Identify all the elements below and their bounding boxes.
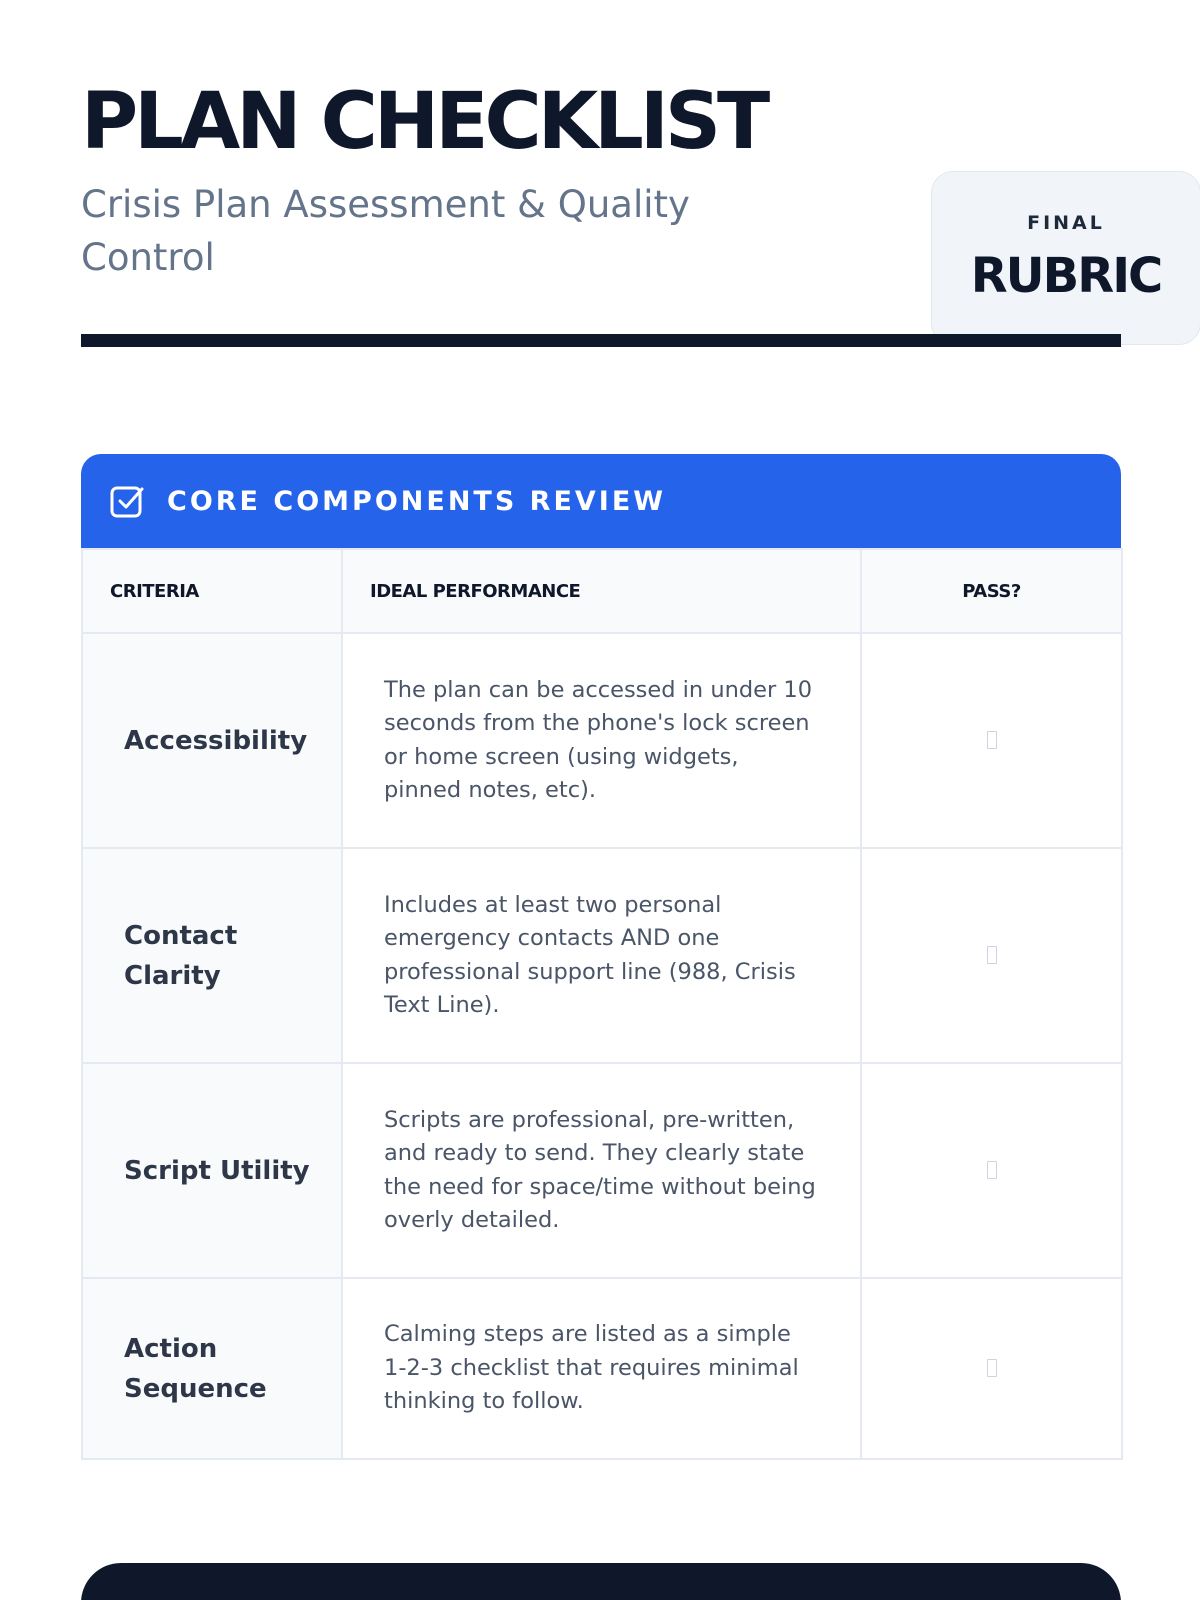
table-row	[82, 1063, 1122, 1278]
description-cell: The plan can be accessed in under 10 seconds from the phone's lock screen or home screen (using widgets, pinned notes, etc).	[342, 633, 861, 848]
section-title: CORE COMPONENTS REVIEW	[167, 485, 667, 517]
pass-cell[interactable]	[861, 1063, 1122, 1278]
page-title: PLAN CHECKLIST	[81, 77, 767, 167]
table-row	[82, 848, 1122, 1063]
pass-cell[interactable]	[861, 633, 1122, 848]
column-header-ideal-performance: IDEAL PERFORMANCE	[342, 549, 861, 633]
pass-checkbox[interactable]	[987, 946, 997, 964]
table-row	[82, 1278, 1122, 1459]
criteria-cell: Contact Clarity	[82, 848, 342, 1063]
description-cell: Scripts are professional, pre-written, and ready to send. They clearly state the need for space/time without being overly detailed.	[342, 1063, 861, 1278]
badge-kicker: FINAL	[1027, 212, 1105, 234]
description-cell: Calming steps are listed as a simple 1-2-3 checklist that requires minimal thinking to follow.	[342, 1278, 861, 1459]
column-header-pass: PASS?	[861, 549, 1122, 633]
badge-value: RUBRIC	[970, 248, 1162, 304]
pass-checkbox[interactable]	[987, 731, 997, 749]
description-cell: Includes at least two personal emergency contacts AND one professional support line (988, Crisis Text Line).	[342, 848, 861, 1063]
column-header-criteria: CRITERIA	[82, 549, 342, 633]
next-section-header	[81, 1563, 1121, 1600]
core-components-section	[81, 454, 1121, 1460]
page-header	[81, 77, 1162, 304]
criteria-cell: Action Sequence	[82, 1278, 342, 1459]
check-square-icon	[109, 483, 145, 519]
pass-cell[interactable]	[861, 848, 1122, 1063]
page-subtitle: Crisis Plan Assessment & Quality Control	[81, 183, 690, 279]
criteria-cell: Script Utility	[82, 1063, 342, 1278]
pass-cell[interactable]	[861, 1278, 1122, 1459]
criteria-cell: Accessibility	[82, 633, 342, 848]
pass-checkbox[interactable]	[987, 1359, 997, 1377]
header-divider	[81, 334, 1121, 347]
final-rubric-badge	[931, 171, 1200, 345]
table-row	[82, 633, 1122, 848]
table-header-row	[82, 549, 1122, 633]
section-header	[81, 454, 1121, 548]
pass-checkbox[interactable]	[987, 1161, 997, 1179]
rubric-table	[81, 548, 1123, 1460]
